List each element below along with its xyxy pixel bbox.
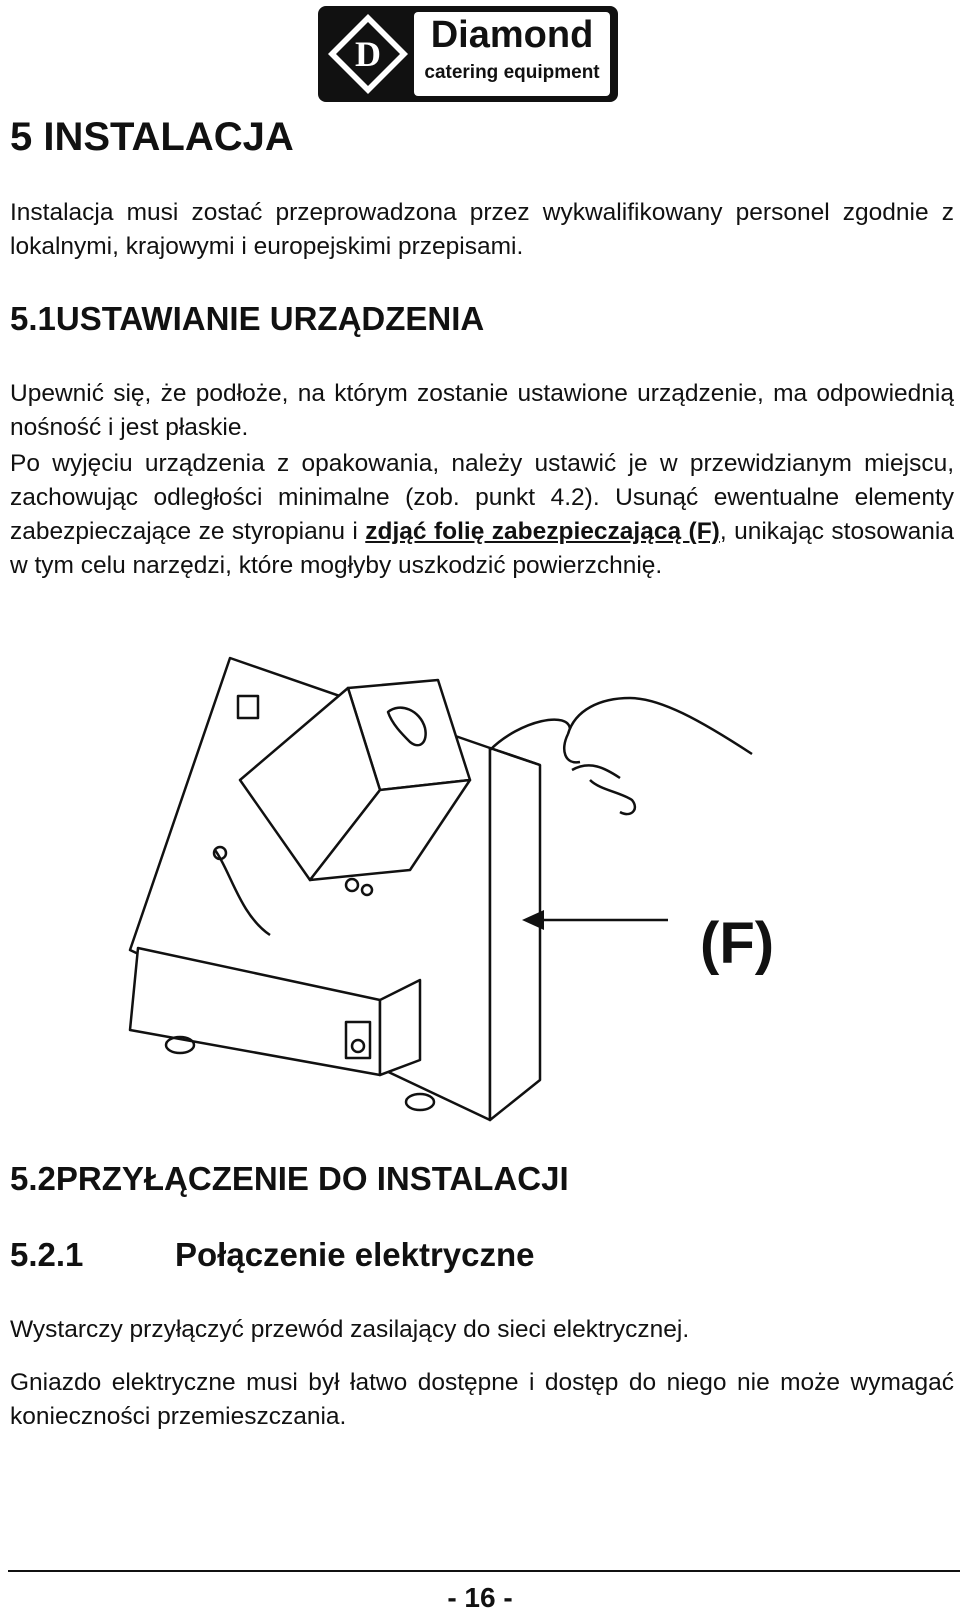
paragraph-socket: Gniazdo elektryczne musi był łatwo dostępne i dostęp do niego nie może wymagać konieczności przemieszczania. [10, 1369, 954, 1430]
unpacking-text-start: Po wyjęciu urządzenia z opakowania, należy ustawić je w przewidzianym miejscu, zachowując odległości minimalne (zob. punkt 4.2). Usunąć ewentualne elementy zabezpieczające ze styropianu i [10, 450, 954, 545]
subsection-title-5-1: 5.1USTAWIANIE URZĄDZENIA [10, 300, 485, 337]
page-number: - 16 - [447, 1582, 513, 1613]
diamond-mark-icon [324, 10, 412, 98]
logo-tagline: catering equipment [424, 62, 600, 83]
paragraph-surface: Upewnić się, że podłoże, na którym zostanie ustawione urządzenie, ma odpowiednią nośność i jest płaskie. [10, 380, 954, 441]
diamond-logo [318, 6, 618, 102]
paragraph-power-connect: Wystarczy przyłączyć przewód zasilający do sieci elektrycznej. [10, 1316, 690, 1343]
unpacking-text-end: , unikając stosowania w tym celu narzędzi, które mogłyby uszkodzić powierzchnię. [10, 518, 954, 579]
subsection-number-5-2-1: 5.2.1 [10, 1236, 84, 1273]
machine-illustration [120, 650, 780, 1130]
svg-text:D: D [355, 34, 381, 74]
remove-foil-instruction: zdjąć folię zabezpieczającą (F) [365, 518, 720, 545]
subsection-title-5-2: 5.2PRZYŁĄCZENIE DO INSTALACJI [10, 1160, 569, 1197]
subsection-title-5-2-1: Połączenie elektryczne [175, 1236, 535, 1273]
section-title: 5 INSTALACJA [10, 115, 294, 159]
film-label: (F) [700, 911, 775, 976]
footer-divider [8, 1570, 960, 1572]
intro-paragraph: Instalacja musi zostać przeprowadzona przez wykwalifikowany personel zgodnie z lokalnymi, krajowymi i europejskimi przepisami. [10, 199, 954, 260]
logo-brand: Diamond [430, 14, 594, 56]
paragraph-unpacking [10, 447, 954, 583]
